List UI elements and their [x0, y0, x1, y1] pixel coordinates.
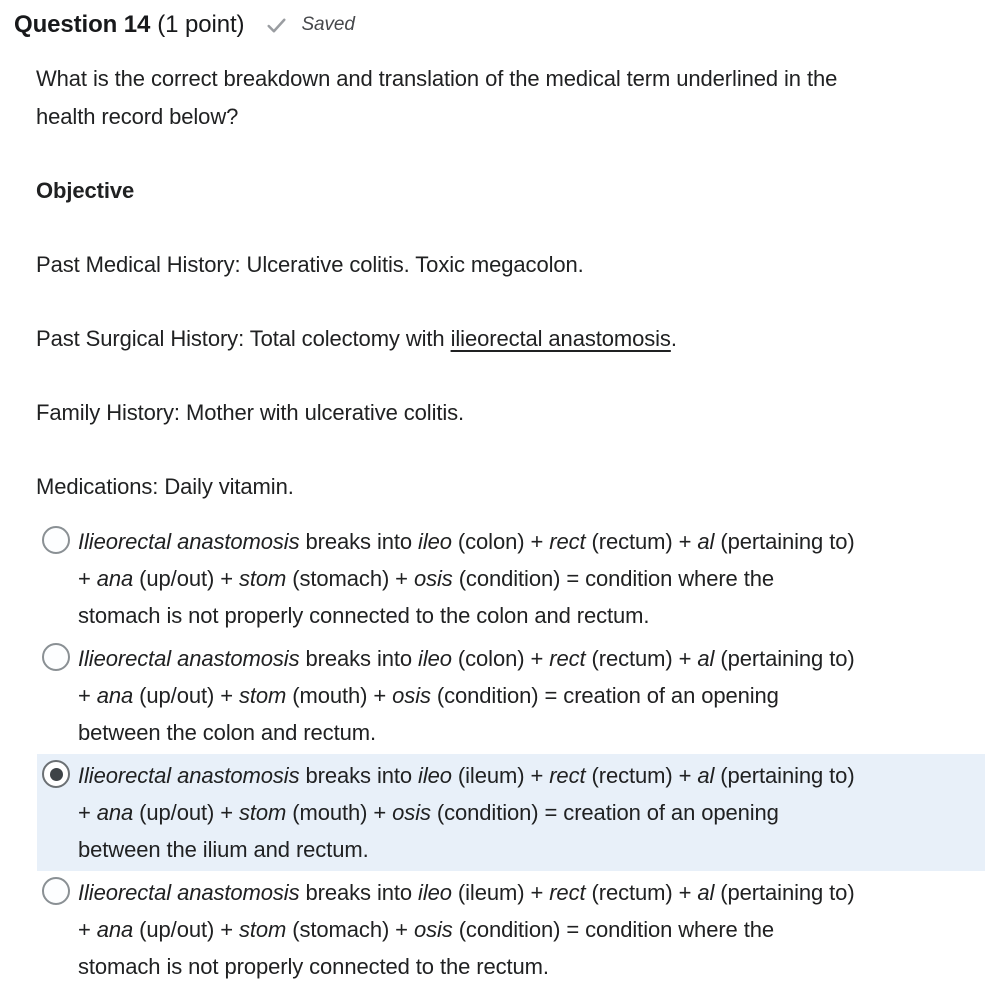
radio-cell [37, 523, 78, 634]
record-heading-objective: Objective [36, 178, 135, 203]
radio-button[interactable] [42, 526, 70, 554]
radio-dot [50, 768, 63, 781]
answer-option-text: Ilieorectal anastomosis breaks into ileo (ileum) + rect (rectum) + al (pertaining to) + ana (up/out) + stom (mouth) + osis (condition) = creation of an opening between the ilium and rectum. [78, 763, 855, 862]
radio-cell [37, 757, 78, 868]
record-medications: Medications: Daily vitamin. [36, 474, 294, 499]
answer-option-text: Ilieorectal anastomosis breaks into ileo (ileum) + rect (rectum) + al (pertaining to) + ana (up/out) + stom (stomach) + osis (condition) = condition where the stomach is not properly connected to the rectum. [78, 880, 855, 979]
answer-option-text: Ilieorectal anastomosis breaks into ileo (colon) + rect (rectum) + al (pertaining to) + ana (up/out) + stom (mouth) + osis (condition) = creation of an opening between the colon and rectum. [78, 646, 855, 745]
record-past-surgical-history: Past Surgical History: Total colectomy with ilieorectal anastomosis. [36, 326, 677, 351]
radio-button[interactable] [42, 760, 70, 788]
answer-options [37, 520, 985, 988]
question-header [0, 0, 1000, 40]
answer-option-4[interactable] [37, 871, 985, 988]
checkmark-icon [264, 13, 289, 38]
question-number: Question 14 [14, 11, 151, 38]
question-points: (1 point) [157, 11, 245, 38]
answer-option-text: Ilieorectal anastomosis breaks into ileo (colon) + rect (rectum) + al (pertaining to) + ana (up/out) + stom (stomach) + osis (condition) = condition where the stomach is not properly connected to the colon and rectum. [78, 529, 855, 628]
record-family-history: Family History: Mother with ulcerative colitis. [36, 400, 465, 425]
health-record [0, 172, 1000, 506]
saved-status-label: Saved [301, 14, 355, 35]
record-past-medical-history: Past Medical History: Ulcerative colitis. Toxic megacolon. [36, 252, 584, 277]
answer-option-2[interactable] [37, 637, 985, 754]
answer-option-3[interactable] [37, 754, 985, 871]
radio-button[interactable] [42, 877, 70, 905]
answer-option-1[interactable] [37, 520, 985, 637]
radio-cell [37, 640, 78, 751]
radio-button[interactable] [42, 643, 70, 671]
radio-cell [37, 874, 78, 985]
question-text: What is the correct breakdown and translation of the medical term underlined in the health record below? [36, 66, 838, 129]
